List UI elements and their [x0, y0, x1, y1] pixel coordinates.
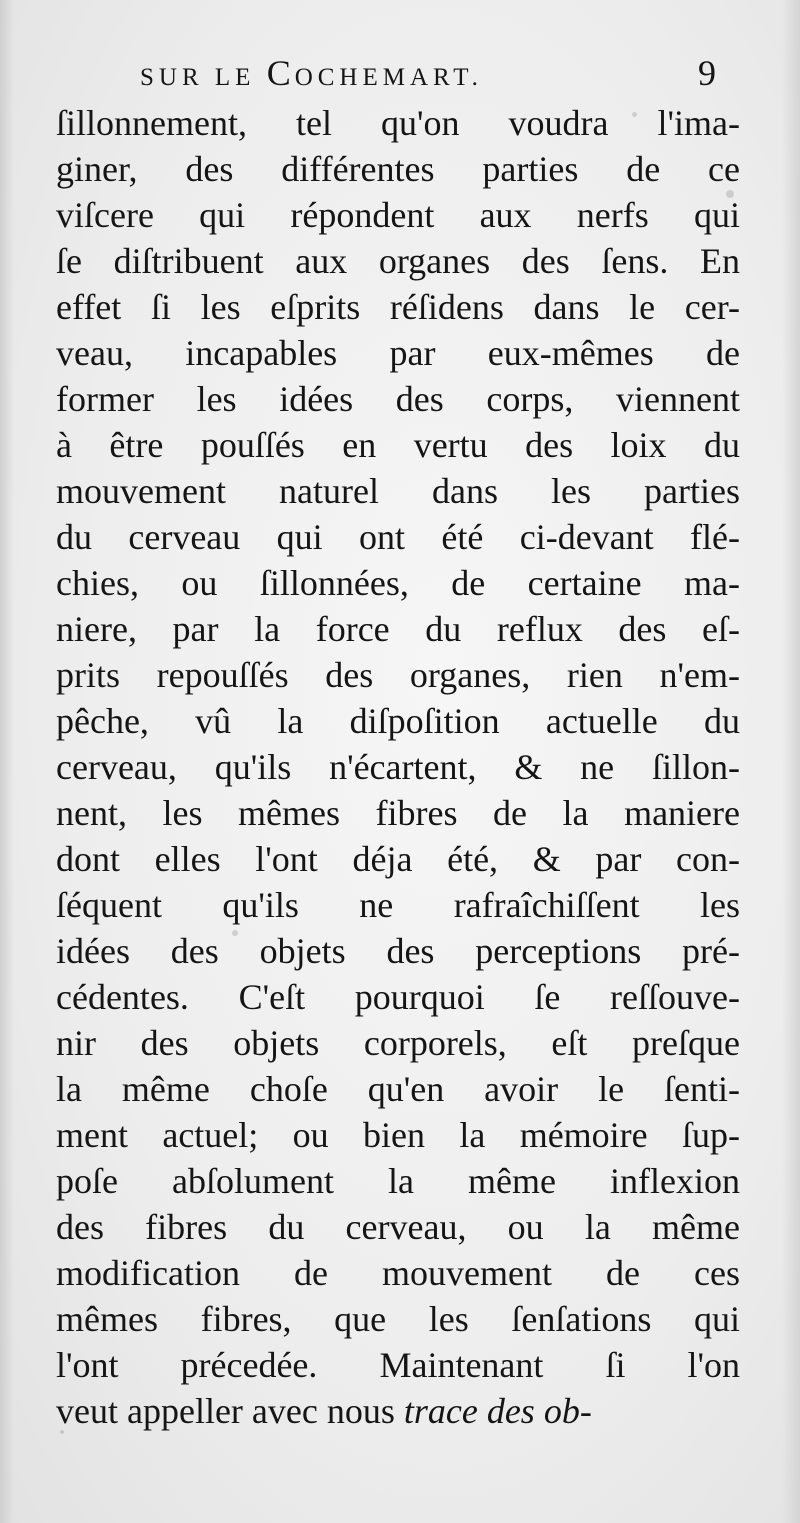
text-line: prits repouſſés des organes, rien n'em-: [56, 655, 740, 695]
text-line-last: [56, 1388, 740, 1434]
page-header: [140, 52, 740, 102]
text-line: nent, les mêmes fibres de la maniere: [56, 793, 740, 833]
text-line: ſe diſtribuent aux organes des ſens. En: [56, 241, 740, 281]
text-line: modification de mouvement de ces: [56, 1253, 740, 1293]
text-line: l'ont précedée. Maintenant ſi l'on: [56, 1345, 740, 1385]
text-line-last-italic: trace des ob-: [403, 1391, 592, 1431]
text-line: chies, ou ſillonnées, de certaine ma-: [56, 563, 740, 603]
text-line-last-roman: veut appeller avec nous: [56, 1391, 404, 1431]
text-line: du cerveau qui ont été ci-devant flé-: [56, 517, 740, 557]
text-line: former les idées des corps, viennent: [56, 379, 740, 419]
body-text: [56, 100, 740, 1434]
running-head-rest: OCHEMART.: [294, 64, 483, 91]
text-line: effet ſi les eſprits réſidens dans le cer-: [56, 287, 740, 327]
text-line: ſillonnement, tel qu'on voudra l'ima-: [56, 103, 740, 143]
running-head-prefix: SUR LE: [140, 64, 267, 91]
text-line: viſcere qui répondent aux nerfs qui: [56, 195, 740, 235]
page-edge-shadow-left: [0, 0, 14, 1523]
text-line: ment actuel; ou bien la mémoire ſup-: [56, 1115, 740, 1155]
text-line: des fibres du cerveau, ou la même: [56, 1207, 740, 1247]
text-line: niere, par la force du reflux des eſ-: [56, 609, 740, 649]
text-line: cédentes. C'eſt pourquoi ſe reſſouve-: [56, 977, 740, 1017]
text-line: pêche, vû la diſpoſition actuelle du: [56, 701, 740, 741]
page-number: 9: [698, 53, 720, 93]
running-head: [140, 52, 483, 94]
text-line: mouvement naturel dans les parties: [56, 471, 740, 511]
running-head-capital: C: [266, 53, 295, 93]
text-line: la même choſe qu'en avoir le ſenti-: [56, 1069, 740, 1109]
text-line: ſéquent qu'ils ne rafraîchiſſent les: [56, 885, 740, 925]
text-line: poſe abſolument la même inflexion: [56, 1161, 740, 1201]
page-edge-shadow-right: [782, 0, 800, 1523]
text-line: veau, incapables par eux-mêmes de: [56, 333, 740, 373]
text-line: giner, des différentes parties de ce: [56, 149, 740, 189]
text-line: cerveau, qu'ils n'écartent, & ne ſillon-: [56, 747, 740, 787]
text-line: à être pouſſés en vertu des loix du: [56, 425, 740, 465]
text-line: idées des objets des perceptions pré-: [56, 931, 740, 971]
text-line: mêmes fibres, que les ſenſations qui: [56, 1299, 740, 1339]
text-line: nir des objets corporels, eſt preſque: [56, 1023, 740, 1063]
text-line: dont elles l'ont déja été, & par con-: [56, 839, 740, 879]
